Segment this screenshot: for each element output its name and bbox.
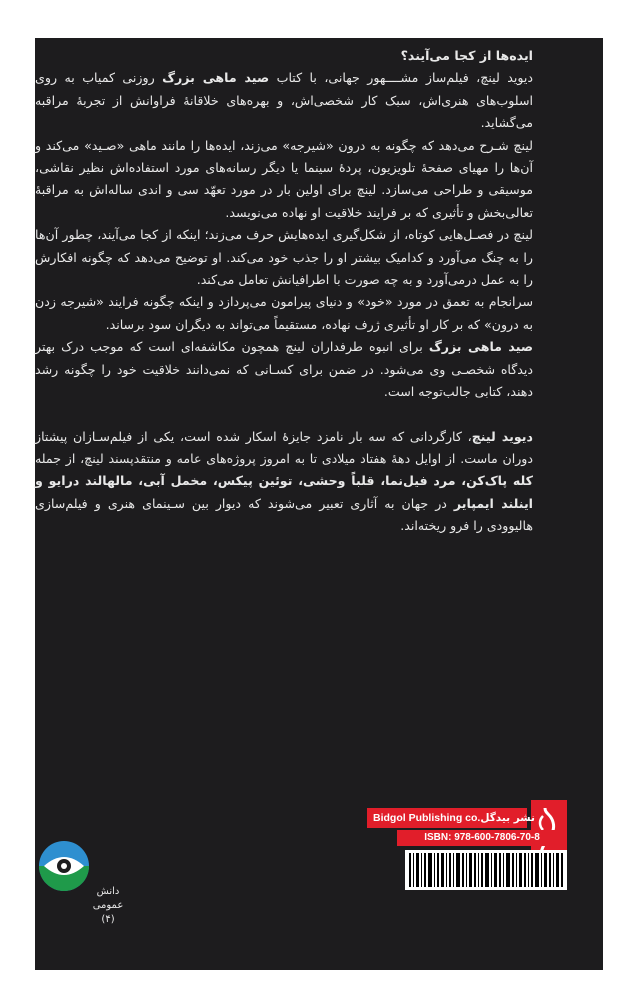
publisher-name-bar bbox=[367, 808, 535, 828]
paragraph-2: لینچ شـرح می‌دهد که چگونه به درون «شیرجه» می‌زند، ایده‌ها را مانند ماهی «صـید» می‌کند و آن‌ها را مهیای صفحهٔ تلویزیون، پردهٔ سینما یا دیگر رسانه‌های مورد استفاده‌اش نظیر نقاشی، موسیقی و طراحی می‌سازد. لینچ برای اولین بار در مورد تعهّد سی و اندی ساله‌اش به مراقبهٔ تعالی‌بخش و تأثیری که بر فرایند خلاقیت او نهاده می‌نویسد. bbox=[35, 137, 533, 220]
bio-text-1: ، کارگردانی که سه بار نامزد جایزهٔ اسکار شده است، یکی از فیلم‌سـازان پیشتاز دوران ماست. از اوایل دههٔ هفتاد میلادی تا به امروز پروژه‌های عامه و منتقدپسند لینچ، از جمله bbox=[35, 428, 533, 466]
film-titles: کله پاک‌کن، مرد فیل‌نما، قلباً وحشی، توئین پیکس، مخمل آبی، مالهالند درایو و اینلند ایمپایر bbox=[35, 473, 533, 511]
paragraph-4: سرانجام به تعمق در مورد «خود» و دنیای پیرامون می‌پردازد و اینکه چگونه فرایند «شیرجه زدن به درون» که بر کار او تأثیری ژرف نهاده، مستقیماً می‌تواند به دیگران سود برساند. bbox=[35, 294, 533, 332]
publisher-name-en: Bidgol Publishing co. bbox=[373, 812, 481, 824]
p1-text-start: دیوید لینچ، فیلم‌ساز مشــــهور جهانی، با کتاب bbox=[269, 70, 534, 86]
author-bio bbox=[35, 426, 533, 538]
publisher-name-fa: نشر بیدگل bbox=[480, 812, 535, 824]
series-label bbox=[84, 885, 132, 927]
publisher-block bbox=[363, 800, 567, 890]
paragraph-3: لینچ در فصـل‌هایی کوتاه، از شکل‌گیری ایده‌هایش حرف می‌زند؛ اینکه از کجا می‌آیند، چطور آن‌ها را به چنگ می‌آورد و کدامیک بیشتر او را جذب خود می‌کند. او توضیح می‌دهد که چگونه افکارش را به عمل درمی‌آورد و به چه صورت با اطرافیانش تعامل می‌کند. bbox=[35, 227, 533, 288]
isbn-label: ISBN: 978-600-7806-70-8 bbox=[397, 830, 567, 846]
p1-text-end: روزنی کمیاب به روی اسلوب‌های هنری‌اش، سبک کار شخصی‌اش، و بهره‌های خلاقانهٔ فراوانش از تجربهٔ مراقبه می‌گشاید. bbox=[35, 70, 533, 131]
blurb-text bbox=[35, 45, 533, 538]
series-eye-icon bbox=[38, 840, 90, 892]
series-name: دانش عمومی bbox=[92, 886, 124, 911]
bio-text-2: در جهان به آثاری تعبیر می‌شوند که دیوار بین سـینمای هنری و فیلم‌سازی هالیوودی را فرو ریخته‌اند. bbox=[35, 495, 533, 534]
p5-text: برای انبوه طرفداران لینچ همچون مکاشفه‌ای است که موجب درک بهتر دیدگاه شخصـی وی می‌شود. در ضمن برای کسـانی که نمی‌دانند خلاقیت خود را چگونه رشد دهند، کتابی جالب‌توجه است. bbox=[35, 339, 533, 400]
paragraph-5 bbox=[35, 336, 533, 403]
paragraph-gap bbox=[35, 404, 533, 426]
author-name: دیوید لینچ bbox=[471, 428, 534, 444]
blurb-heading: ایده‌ها از کجا می‌آیند؟ bbox=[400, 48, 533, 63]
paragraph-1 bbox=[35, 67, 533, 134]
barcode-icon bbox=[405, 850, 567, 890]
series-number: (۴) bbox=[101, 914, 115, 925]
book-title: صید ماهی بزرگ bbox=[162, 70, 270, 86]
book-title-2: صید ماهی بزرگ bbox=[428, 339, 533, 355]
